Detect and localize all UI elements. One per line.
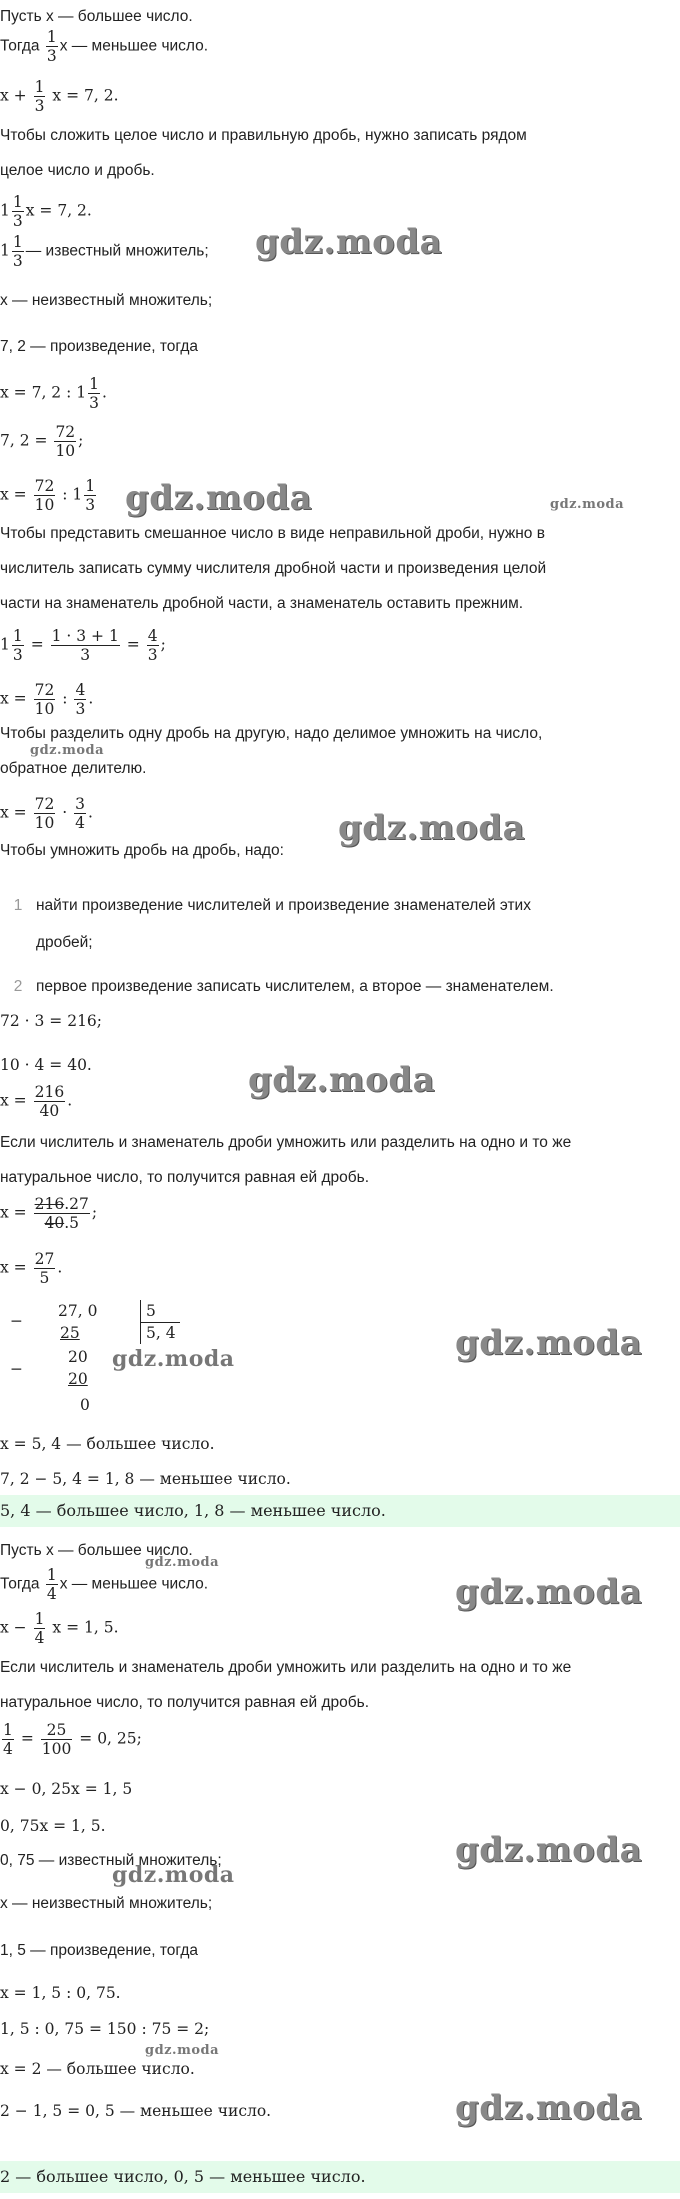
watermark: gdz.moda (550, 497, 625, 512)
equation-line: x = 1, 5 : 0, 75. (0, 1984, 121, 2002)
list-item-cont: дробей; (36, 934, 93, 951)
watermark: gdz.moda (255, 222, 443, 262)
line-let-x-2: Пусть x — большее число. (0, 1542, 193, 1559)
rule-text: Чтобы сложить целое число и правильную дробь, нужно записать рядом (0, 127, 527, 144)
list-item: 1 найти произведение числителей и произведение знаменателей этих (13, 897, 531, 914)
fraction-one-third: $\frac{1}{3}$ (46, 28, 57, 65)
watermark: gdz.moda (145, 1555, 220, 1570)
line-then-quarter: Тогда $\frac{1}{4}$ x — меньшее число. (0, 1566, 209, 1603)
long-division: − 27, 0 25 − 20 20 0 5 5, 4 (0, 1300, 220, 1430)
product-line: 7, 2 — произведение, тогда (0, 338, 198, 355)
watermark: gdz.moda (455, 1323, 643, 1363)
watermark: gdz.moda (112, 1862, 235, 1888)
smaller-number-line: 7, 2 − 5, 4 = 1, 8 — меньшее число. (0, 1470, 291, 1488)
smaller-number-line-2: 2 − 1, 5 = 0, 5 — меньшее число. (0, 2102, 272, 2120)
equation-sum: x + $\frac{1}{3}$ x = 7, 2. (0, 78, 119, 115)
equation-line: 1, 5 : 0, 75 = 150 : 75 = 2; (0, 2020, 210, 2038)
watermark: gdz.moda (455, 1830, 643, 1870)
unknown-factor-line-2: x — неизвестный множитель; (0, 1895, 213, 1912)
product-numerators: 72 · 3 = 216; (0, 1012, 103, 1030)
equation-x-div: x = 7, 2 : 1 $\frac{1}{3}$ . (0, 375, 107, 412)
rule-text: обратное делителю. (0, 760, 147, 777)
known-factor-line: 1 $\frac{1}{3}$ — известный множитель; (0, 233, 209, 270)
line-let-x: Пусть x — большее число. (0, 8, 193, 25)
watermark: gdz.moda (112, 1346, 235, 1372)
equation-x-27-5: x = $\frac{27}{5}$ . (0, 1250, 63, 1287)
rule-text: Чтобы представить смешанное число в виде неправильной дроби, нужно в (0, 525, 545, 542)
equation-improper: 1 $\frac{1}{3}$ = $\frac{1 \cdot 3 + 1}{3}$ = $\frac{4}{3}$ ; (0, 627, 166, 664)
watermark: gdz.moda (455, 2088, 643, 2128)
watermark: gdz.moda (248, 1060, 436, 1100)
line-then-third: Тогда $\frac{1}{3}$ x — меньшее число. (0, 28, 209, 65)
known-factor-line-2: 0, 75 — известный множитель; (0, 1852, 222, 1869)
equation-cancel: x = $\frac{216.27}{40.5}$ ; (0, 1195, 98, 1232)
equation-x-216-40: x = $\frac{216}{40}$ . (0, 1083, 73, 1120)
equation-quarter-decimal: $\frac{1}{4}$ = $\frac{25}{100}$ = 0, 25; (3, 1721, 142, 1758)
equation-diff: x − $\frac{1}{4}$ x = 1, 5. (0, 1610, 119, 1647)
equation-line: x − 0, 25x = 1, 5 (0, 1780, 133, 1798)
equation-mixed: 1 $\frac{1}{3}$ x = 7, 2. (0, 193, 92, 230)
equation-decimal-frac: 7, 2 = $\frac{72}{10}$ ; (0, 423, 84, 460)
rule-text: числитель записать сумму числителя дробной части и произведения целой (0, 560, 547, 577)
rule-text: Если числитель и знаменатель дроби умножить или разделить на одно и то же (0, 1134, 572, 1151)
rule-text: натуральное число, то получится равная ей дробь. (0, 1694, 370, 1711)
rule-text: Если числитель и знаменатель дроби умножить или разделить на одно и то же (0, 1659, 572, 1676)
equation-x-frac-div-2: x = $\frac{72}{10}$ : $\frac{4}{3}$ . (0, 681, 94, 718)
equation-x-frac-div: x = $\frac{72}{10}$ : 1 $\frac{1}{3}$ (0, 477, 96, 514)
larger-number-line-2: x = 2 — большее число. (0, 2060, 195, 2078)
answer-1: 5, 4 — большее число, 1, 8 — меньшее число. (0, 1501, 386, 1520)
answer-2: 2 — большее число, 0, 5 — меньшее число. (0, 2167, 366, 2186)
larger-number-line: x = 5, 4 — большее число. (0, 1435, 215, 1453)
rule-text: натуральное число, то получится равная ей дробь. (0, 1169, 370, 1186)
equation-x-mult: x = $\frac{72}{10}$ · $\frac{3}{4}$ . (0, 795, 93, 832)
watermark: gdz.moda (30, 743, 105, 758)
list-item: 2 первое произведение записать числителем, а второе — знаменателем. (13, 978, 554, 995)
rule-text: Чтобы разделить одну дробь на другую, надо делимое умножить на число, (0, 725, 543, 742)
rule-text: части на знаменатель дробной части, а знаменатель оставить прежним. (0, 595, 524, 612)
watermark: gdz.moda (455, 1572, 643, 1612)
rule-text: Чтобы умножить дробь на дробь, надо: (0, 842, 284, 859)
watermark: gdz.moda (338, 808, 526, 848)
watermark: gdz.moda (125, 478, 313, 518)
rule-text: целое число и дробь. (0, 162, 155, 179)
product-line-2: 1, 5 — произведение, тогда (0, 1942, 198, 1959)
unknown-factor-line: x — неизвестный множитель; (0, 292, 213, 309)
product-denominators: 10 · 4 = 40. (0, 1056, 92, 1074)
watermark: gdz.moda (145, 2043, 220, 2058)
equation-line: 0, 75x = 1, 5. (0, 1817, 106, 1835)
